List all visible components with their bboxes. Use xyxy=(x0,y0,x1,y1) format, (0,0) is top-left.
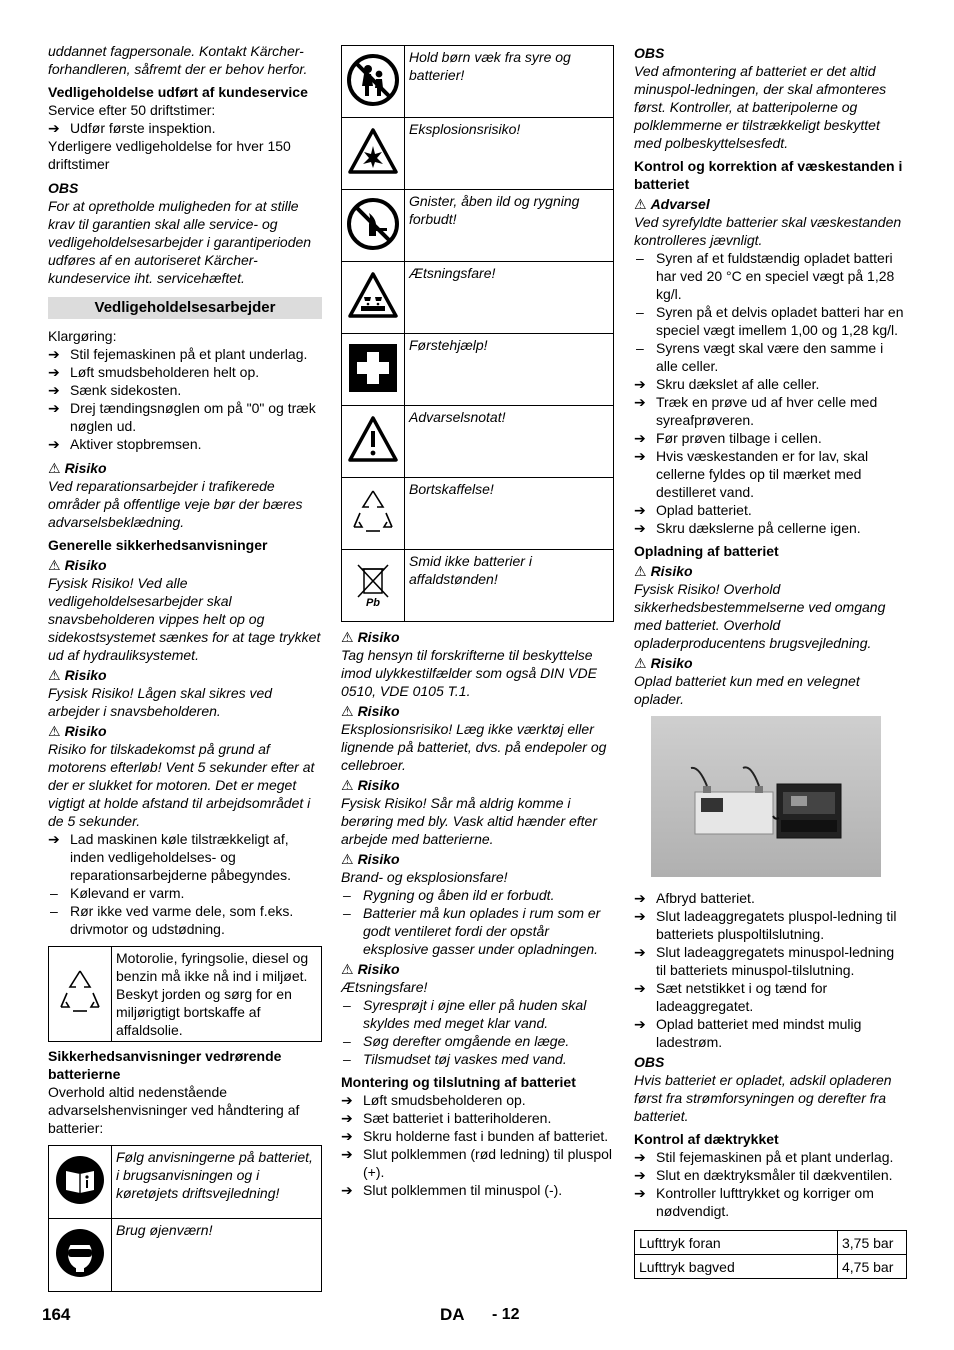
risk-label: ⚠ Risiko xyxy=(48,557,107,573)
arrow-icon: ➔ xyxy=(634,1149,646,1165)
risk-text: Ved reparationsarbejder i trafikerede områder på offentlige veje bør der bæres advarselsbeklædning. xyxy=(48,478,303,530)
section-title: Vedligeholdelsesarbejder xyxy=(48,297,322,319)
symbol-text: Gnister, åben ild og rygning forbudt! xyxy=(405,190,614,262)
obs-text: Ved afmontering af batteriet er det altid minuspol-ledningen, der skal afmonteres først. Kontroller, at batteripolerne og polklemmerne er tilstrækkeligt beskyttet med polbeskyttelsesfedt. xyxy=(634,63,887,151)
risk-label: ⚠ Risiko xyxy=(48,723,107,739)
list-item: ➔ Hvis væskestanden er for lav, skal cellerne fyldes op til mærket med destilleret vand. xyxy=(634,448,869,500)
risk-text: Tag hensyn til forskrifterne til beskyttelse imod ulykkestilfælder som også DIN VDE 0510, VDE 0105 T.1. xyxy=(341,647,597,699)
arrow-icon: ➔ xyxy=(634,1167,646,1183)
arrow-icon: ➔ xyxy=(48,831,60,847)
symbol-text: Smid ikke batterier i affaldstønden! xyxy=(405,550,614,622)
battery-symbol-table xyxy=(48,1145,322,1292)
battery-safety-heading: Sikkerhedsanvisninger vedrørende batterierne xyxy=(48,1048,282,1082)
list-item: ➔ Løft smudsbeholderen op. xyxy=(341,1092,526,1108)
list-item: ➔ Skru dækslerne på cellerne igen. xyxy=(634,520,861,536)
explosion-icon xyxy=(342,118,405,190)
mounting-heading: Montering og tilslutning af batteriet xyxy=(341,1074,576,1090)
customer-service-heading: Vedligeholdelse udført af kundeservice xyxy=(48,84,308,100)
corrosive-icon xyxy=(342,262,405,334)
arrow-icon: ➔ xyxy=(48,436,60,452)
warning-label: ⚠ Advarsel xyxy=(634,196,710,212)
battery-intro: Overhold altid nedenstående advarselshenvisninger ved håndtering af batterier: xyxy=(48,1084,300,1136)
list-item: ➔ Lad maskinen køle tilstrækkeligt af, inden vedligeholdelses- og reparationsarbejderne påbegyndes. xyxy=(48,831,292,883)
table-cell: 3,75 bar xyxy=(838,1231,907,1255)
page-sub-number: - 12 xyxy=(492,1306,520,1323)
table-cell: Lufttryk foran xyxy=(635,1231,838,1255)
risk-label: ⚠ Risiko xyxy=(634,563,693,579)
list-item: ➔ Slut en dæktryksmåler til dækventilen. xyxy=(634,1167,893,1183)
warning-triangle-icon: ⚠ xyxy=(634,563,647,579)
tyre-pressure-table xyxy=(634,1230,907,1279)
pb-label: Pb xyxy=(365,596,381,607)
arrow-icon: ➔ xyxy=(341,1092,353,1108)
symbol-text: Hold børn væk fra syre og batterier! xyxy=(405,46,614,118)
list-item: ➔ Drej tændingsnøglen om på "0" og træk nøglen ud. xyxy=(48,400,316,434)
language-code: DA xyxy=(440,1305,465,1324)
general-safety-heading: Generelle sikkerhedsanvisninger xyxy=(48,537,268,553)
column-1 xyxy=(48,42,322,1292)
obs-label: OBS xyxy=(634,45,665,61)
list-item: ➔ Aktiver stopbremsen. xyxy=(48,436,202,452)
recycle-icon xyxy=(342,478,405,550)
warning-triangle-icon: ⚠ xyxy=(48,460,61,476)
symbol-text: Førstehjælp! xyxy=(405,334,614,406)
dash-item: – Tilsmudset tøj vaskes med vand. xyxy=(343,1051,567,1067)
warning-triangle-icon: ⚠ xyxy=(48,667,61,683)
list-item: ➔ Træk en prøve ud af hver celle med syreafprøveren. xyxy=(634,394,878,428)
dash-item: – Søg derefter omgående en læge. xyxy=(343,1033,570,1049)
dash-item: – Rygning og åben ild er forbudt. xyxy=(343,887,555,903)
list-item: ➔ Skru holderne fast i bunden af batteriet. xyxy=(341,1128,609,1144)
arrow-icon: ➔ xyxy=(341,1146,353,1162)
arrow-icon: ➔ xyxy=(341,1182,353,1198)
arrow-icon: ➔ xyxy=(634,520,646,536)
list-item: ➔ Skru dækslet af alle celler. xyxy=(634,376,820,392)
arrow-icon: ➔ xyxy=(634,1016,646,1032)
risk-label: ⚠ Risiko xyxy=(341,961,400,977)
warning-icon xyxy=(342,406,405,478)
obs-text: Hvis batteriet er opladet, adskil opladeren først fra strømforsyningen og derefter fra batteriet. xyxy=(634,1072,892,1124)
risk-label: ⚠ Risiko xyxy=(48,667,107,683)
warning-triangle-icon: ⚠ xyxy=(341,851,354,867)
obs-label: OBS xyxy=(634,1054,665,1070)
arrow-icon: ➔ xyxy=(48,346,60,362)
arrow-icon: ➔ xyxy=(634,430,646,446)
list-item: ➔ Slut polklemmen (rød ledning) til pluspol (+). xyxy=(341,1146,612,1180)
risk-text: Eksplosionsrisiko! Læg ikke værktøj eller lignende på batteriet, dvs. på endepoler og cellebroer. xyxy=(341,721,607,773)
battery-charger-photo xyxy=(651,716,881,877)
warning-triangle-icon: ⚠ xyxy=(341,777,354,793)
risk-text: Oplad batteriet kun med en velegnet oplader. xyxy=(634,673,860,707)
first-aid-icon xyxy=(342,334,405,406)
arrow-icon: ➔ xyxy=(634,448,646,464)
service-50-text: Service efter 50 driftstimer: xyxy=(48,102,216,118)
arrow-icon: ➔ xyxy=(634,502,646,518)
service-150-text: Yderligere vedligeholdelse for hver 150 driftstimer xyxy=(48,138,291,172)
obs-text: For at opretholde muligheden for at stille krav til garantien skal alle service- og vedligeholdelsesarbejder i garantiperioden udføres af en autoriseret Kärcher-kundeservice iht. servicehæftet. xyxy=(48,198,312,286)
risk-subtitle: Ætsningsfare! xyxy=(341,979,428,995)
table-cell: Lufttryk bagved xyxy=(635,1255,838,1279)
arrow-icon: ➔ xyxy=(634,908,646,924)
symbol-text: Advarselsnotat! xyxy=(405,406,614,478)
symbol-text: Bortskaffelse! xyxy=(405,478,614,550)
dash-item: – Rør ikke ved varme dele, som f.eks. drivmotor og udstødning. xyxy=(50,903,294,937)
dash-item: – Kølevand er varm. xyxy=(50,885,185,901)
risk-label: ⚠ Risiko xyxy=(341,703,400,719)
list-item: ➔ Sæt batteriet i batteriholderen. xyxy=(341,1110,552,1126)
no-fire-icon xyxy=(342,190,405,262)
prep-label: Klargøring: xyxy=(48,328,117,344)
risk-text: Risiko for tilskadekomst på grund af motorens efterløb! Vent 5 sekunder efter at der er slukket for motoren. Det er meget vigtigt at holde afstand til arbejdsområdet i de 5 sekunder. xyxy=(48,741,315,829)
list-item: ➔ Før prøven tilbage i cellen. xyxy=(634,430,822,446)
symbol-text: Ætsningsfare! xyxy=(405,262,614,334)
risk-label: ⚠ Risiko xyxy=(341,629,400,645)
arrow-icon: ➔ xyxy=(634,1185,646,1201)
list-item: ➔ Slut polklemmen til minuspol (-). xyxy=(341,1182,563,1198)
list-item: ➔ Slut ladeaggregatets minuspol-ledning til batteriets minuspol-tilslutning. xyxy=(634,944,895,978)
arrow-icon: ➔ xyxy=(48,400,60,416)
table-cell: 4,75 bar xyxy=(838,1255,907,1279)
list-item: ➔ Stil fejemaskinen på et plant underlag. xyxy=(634,1149,894,1165)
list-item: ➔ Afbryd batteriet. xyxy=(634,890,755,906)
arrow-icon: ➔ xyxy=(634,376,646,392)
list-item: ➔ Oplad batteriet. xyxy=(634,502,752,518)
list-item: ➔ Udfør første inspektion. xyxy=(48,120,216,136)
arrow-icon: ➔ xyxy=(634,980,646,996)
arrow-icon: ➔ xyxy=(48,382,60,398)
risk-text: Fysisk Risiko! Sår må aldrig komme i berøring med bly. Vask altid hænder efter arbejde med batterierne. xyxy=(341,795,598,847)
list-item: ➔ Kontroller lufttrykket og korriger om nødvendigt. xyxy=(634,1185,874,1219)
recycle-icon xyxy=(49,947,112,1042)
risk-subtitle: Brand- og eksplosionsfare! xyxy=(341,869,508,885)
warning-triangle-icon: ⚠ xyxy=(48,557,61,573)
risk-label: ⚠ Risiko xyxy=(341,851,400,867)
dash-item: – Syrens vægt skal være den samme i alle celler. xyxy=(636,340,884,374)
arrow-icon: ➔ xyxy=(634,944,646,960)
dash-item: – Syren på et delvis opladet batteri har en speciel vægt imellem 1,00 og 1,28 kg/l. xyxy=(636,304,904,338)
page-number: 164 xyxy=(42,1305,71,1324)
keep-children-away-icon xyxy=(342,46,405,118)
warning-triangle-icon: ⚠ xyxy=(634,655,647,671)
crossed-bin-icon xyxy=(342,550,405,622)
battery-warning-symbols xyxy=(341,45,614,622)
dash-item: – Syresprøjt i øjne eller på huden skal skyldes med meget klar vand. xyxy=(343,997,587,1031)
arrow-icon: ➔ xyxy=(634,890,646,906)
list-item: ➔ Stil fejemaskinen på et plant underlag. xyxy=(48,346,308,362)
battery-symbol-text: Brug øjenværn! xyxy=(112,1219,322,1292)
column-2 xyxy=(341,45,614,1199)
list-item: ➔ Sænk sidekosten. xyxy=(48,382,182,398)
book-info-icon xyxy=(49,1146,112,1219)
arrow-icon: ➔ xyxy=(341,1128,353,1144)
symbol-text: Eksplosionsrisiko! xyxy=(405,118,614,190)
risk-label: ⚠ Risiko xyxy=(634,655,693,671)
arrow-icon: ➔ xyxy=(48,364,60,380)
obs-label: OBS xyxy=(48,180,79,196)
risk-text: Fysisk Risiko! Ved alle vedligeholdelsesarbejder skal snavsbeholderen vippes helt op og sidekostsystemet sænkes for at tage trykket ud af hydrauliksystemet. xyxy=(48,575,321,663)
risk-label: ⚠ Risiko xyxy=(341,777,400,793)
warning-triangle-icon: ⚠ xyxy=(341,629,354,645)
warning-triangle-icon: ⚠ xyxy=(48,723,61,739)
dash-item: – Syren af et fuldstændig opladet batteri har ved 20 °C en speciel vægt på 1,28 kg/l. xyxy=(636,250,895,302)
recycle-notice-table xyxy=(48,946,322,1042)
battery-symbol-text: Følg anvisningerne på batteriet, i brugsanvisningen og i køretøjets driftsvejledning! xyxy=(112,1146,322,1219)
list-item: ➔ Sæt netstikket i og tænd for ladeaggregatet. xyxy=(634,980,828,1014)
recycle-text: Motorolie, fyringsolie, diesel og benzin må ikke nå ind i miljøet. Beskyt jorden og sørg for en miljørigtigt bortskaffe af affaldsolie. xyxy=(112,947,322,1042)
charging-heading: Opladning af batteriet xyxy=(634,543,779,559)
arrow-icon: ➔ xyxy=(634,394,646,410)
risk-text: Fysisk Risiko! Overhold sikkerhedsbestemmelserne ved omgang med batteriet. Overhold opladerproducentens brugsvejledning. xyxy=(634,581,886,651)
warning-triangle-icon: ⚠ xyxy=(341,703,354,719)
list-item: ➔ Løft smudsbeholderen helt op. xyxy=(48,364,260,380)
eye-protection-icon xyxy=(49,1219,112,1292)
warning-triangle-icon: ⚠ xyxy=(341,961,354,977)
table-row xyxy=(635,1255,907,1279)
table-row xyxy=(635,1231,907,1255)
intro-text: uddannet fagpersonale. Kontakt Kärcher-forhandleren, såfremt der er behov herfor. xyxy=(48,43,308,77)
column-3 xyxy=(634,42,907,1279)
arrow-icon: ➔ xyxy=(341,1110,353,1126)
warning-text: Ved syrefyldte batterier skal væskestanden kontrolleres jævnligt. xyxy=(634,214,902,248)
warning-triangle-icon: ⚠ xyxy=(634,196,647,212)
list-item: ➔ Slut ladeaggregatets pluspol-ledning til batteriets pluspoltilslutning. xyxy=(634,908,897,942)
dash-item: – Batterier må kun oplades i rum som er godt ventileret fordi der opstår eksplosive gasser under opladningen. xyxy=(343,905,601,957)
risk-label: ⚠ Risiko xyxy=(48,460,107,476)
arrow-icon: ➔ xyxy=(48,120,60,136)
tyre-pressure-heading: Kontrol af dæktrykket xyxy=(634,1131,779,1147)
fluid-level-heading: Kontrol og korrektion af væskestanden i batteriet xyxy=(634,158,903,192)
list-item: ➔ Oplad batteriet med mindst mulig ladestrøm. xyxy=(634,1016,862,1050)
risk-text: Fysisk Risiko! Lågen skal sikres ved arbejder i snavsbeholderen. xyxy=(48,685,273,719)
